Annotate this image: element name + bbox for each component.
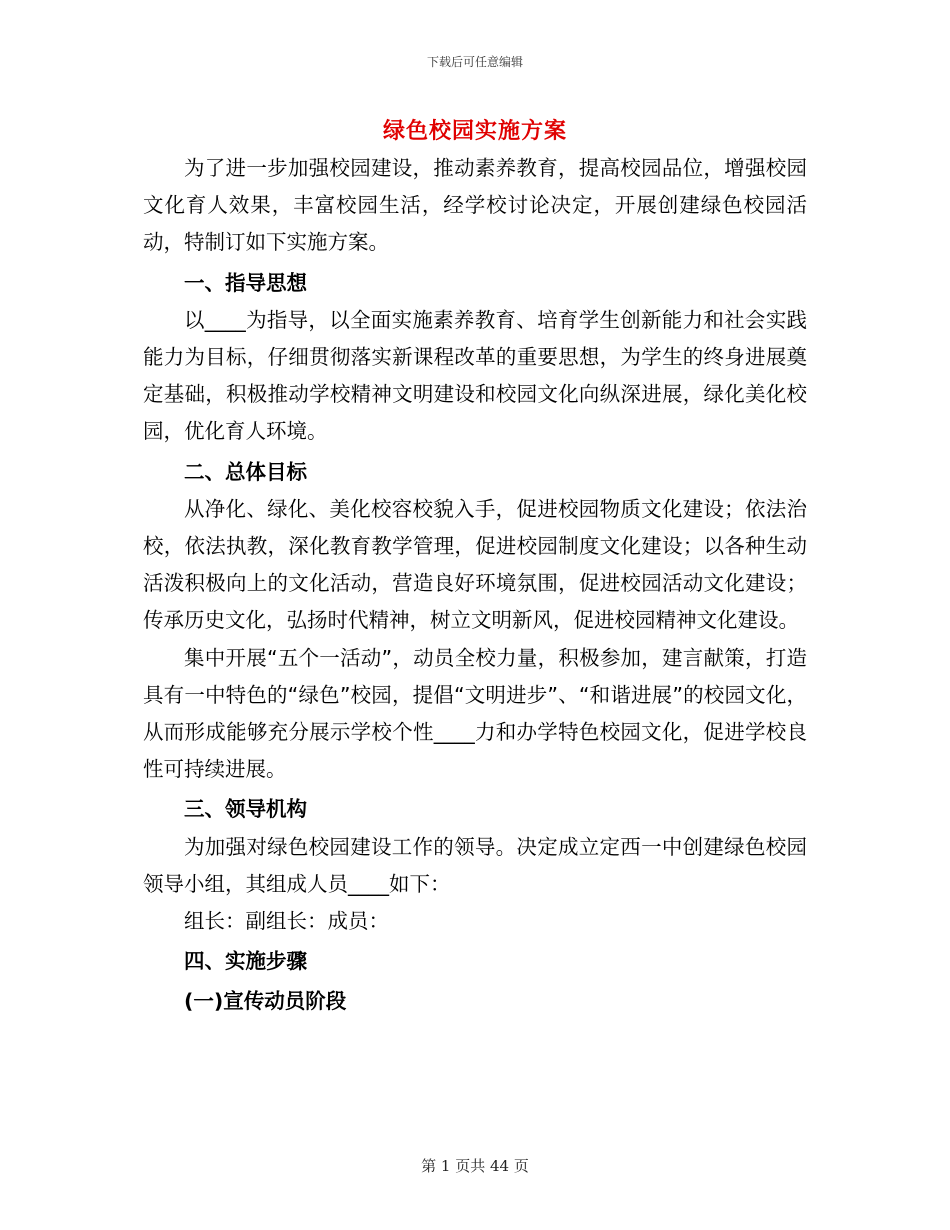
- intro-paragraph: 为了进一步加强校园建设，推动素养教育，提高校园品位，增强校园文化育人效果，丰富校园生活，经学校讨论决定，开展创建绿色校园活动，特制订如下实施方案。: [143, 156, 807, 255]
- paragraph-overall-goal-1: 从净化、绿化、美化校容校貌入手，促进校园物质文化建设；依法治校，依法执教，深化教育教学管理，促进校园制度文化建设；以各种生动活泼积极向上的文化活动，营造良好环境氛围，促进校园活动文化建设；传承历史文化，弘扬时代精神，树立文明新风，促进校园精神文化建设。: [143, 496, 807, 633]
- paragraph-leadership-1: 为加强对绿色校园建设工作的领导。决定成立定西一中创建绿色校园领导小组，其组成人员____如下：: [143, 834, 807, 896]
- section-heading-guiding-thought: 一、指导思想: [184, 270, 307, 295]
- subsection-heading-publicity: (一)宣传动员阶段: [184, 989, 347, 1014]
- paragraph-leadership-2: 组长：副组长：成员：: [184, 909, 389, 934]
- document-body: [143, 150, 807, 1021]
- paragraph-overall-goal-2: 集中开展“五个一活动”，动员全校力量，积极参加，建言献策，打造具有一中特色的“绿色”校园，提倡“文明进步”、“和谐进展”的校园文化，从而形成能够充分展示学校个性____力和办学特色校园文化，促进学校良性可持续进展。: [143, 645, 807, 782]
- header-note: 下载后可任意编辑: [426, 55, 523, 69]
- section-heading-steps: 四、实施步骤: [184, 949, 307, 974]
- section-heading-leadership: 三、领导机构: [184, 797, 307, 822]
- document-title: 绿色校园实施方案: [382, 119, 567, 144]
- page-footer: 第 1 页共 44 页: [421, 1157, 529, 1175]
- section-heading-overall-goal: 二、总体目标: [184, 459, 307, 484]
- paragraph-guiding-thought: 以____为指导，以全面实施素养教育、培育学生创新能力和社会实践能力为目标，仔细贯彻落实新课程改革的重要思想，为学生的终身进展奠定基础，积极推动学校精神文明建设和校园文化向纵深进展，绿化美化校园，优化育人环境。: [143, 307, 807, 444]
